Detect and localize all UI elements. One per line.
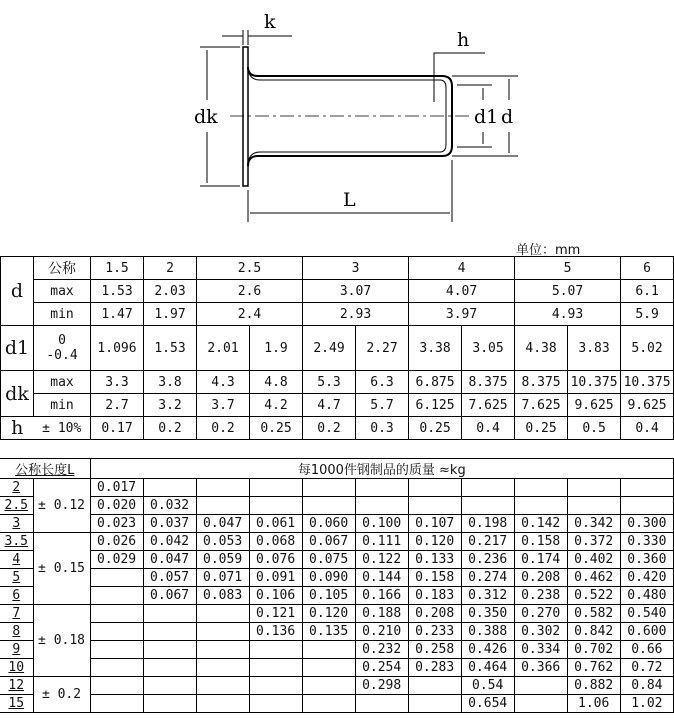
- mass-cell: 0.462: [567, 569, 620, 587]
- mass-cell: 0.238: [514, 587, 567, 605]
- mass-cell: 0.420: [620, 569, 673, 587]
- mass-cell: 0.72: [620, 659, 673, 677]
- mass-cell: 0.232: [355, 641, 408, 659]
- mass-cell: [620, 479, 673, 497]
- mass-row: [0, 605, 674, 623]
- mass-cell: 0.654: [461, 695, 514, 713]
- mass-cell: 0.053: [196, 533, 249, 551]
- mass-cell: [408, 677, 461, 695]
- d-max-cell: 4.07: [409, 280, 515, 303]
- mass-cell: [514, 677, 567, 695]
- mass-row: [0, 569, 674, 587]
- h-label: h: [1, 417, 34, 440]
- mass-cell: 0.023: [90, 515, 143, 533]
- h-cell: 0.2: [303, 417, 356, 440]
- mass-row: [0, 533, 674, 551]
- mass-cell: [196, 677, 249, 695]
- mass-cell: [302, 479, 355, 497]
- h-cell: 0.4: [621, 417, 674, 440]
- mass-cell: 0.105: [302, 587, 355, 605]
- dk-max-cell: 8.375: [462, 371, 515, 394]
- mass-cell: 0.135: [302, 623, 355, 641]
- mass-cell: [90, 587, 143, 605]
- d1-cell: 1.9: [250, 326, 303, 371]
- h-cell: 0.25: [250, 417, 303, 440]
- mass-cell: 0.032: [143, 497, 196, 515]
- length-cell: 4: [0, 551, 33, 569]
- d-min-cell: 2.93: [303, 303, 409, 326]
- mass-cell: 0.120: [408, 533, 461, 551]
- mass-cell: 0.166: [355, 587, 408, 605]
- mass-cell: [90, 569, 143, 587]
- mass-cell: [408, 695, 461, 713]
- d-max-cell: 2.03: [144, 280, 197, 303]
- mass-cell: [90, 605, 143, 623]
- dk-label: dk: [1, 371, 34, 417]
- length-cell: 2.5: [0, 497, 33, 515]
- mass-cell: [620, 497, 673, 515]
- mass-cell: [196, 605, 249, 623]
- mass-cell: [355, 497, 408, 515]
- mass-cell: [196, 641, 249, 659]
- d1-cell: 3.38: [409, 326, 462, 371]
- mass-cell: 0.122: [355, 551, 408, 569]
- mass-cell: 0.540: [620, 605, 673, 623]
- mass-row: [0, 695, 674, 713]
- mass-cell: 0.136: [249, 623, 302, 641]
- mass-row: [0, 641, 674, 659]
- mass-cell: [249, 479, 302, 497]
- mass-cell: 0.020: [90, 497, 143, 515]
- mass-cell: 0.076: [249, 551, 302, 569]
- mass-cell: [143, 677, 196, 695]
- mass-cell: [408, 497, 461, 515]
- mass-cell: 0.067: [302, 533, 355, 551]
- length-cell: 2: [0, 479, 33, 497]
- d-min-cell: 3.97: [409, 303, 515, 326]
- mass-cell: 0.158: [408, 569, 461, 587]
- mass-cell: [143, 479, 196, 497]
- dk-min-cell: 4.2: [250, 394, 303, 417]
- nominal-label: 公称: [34, 257, 91, 280]
- label-d: d: [501, 106, 514, 128]
- nominal-cell: 2: [144, 257, 197, 280]
- mass-cell: 0.174: [514, 551, 567, 569]
- mass-cell: [514, 695, 567, 713]
- mass-cell: 0.061: [249, 515, 302, 533]
- mass-cell: 0.142: [514, 515, 567, 533]
- mass-cell: 0.107: [408, 515, 461, 533]
- mass-cell: 0.106: [249, 587, 302, 605]
- mass-cell: 0.188: [355, 605, 408, 623]
- h-cell: 0.3: [356, 417, 409, 440]
- d1-cell: 5.02: [621, 326, 674, 371]
- mass-cell: 0.283: [408, 659, 461, 677]
- mass-cell: [90, 641, 143, 659]
- mass-row: [0, 515, 674, 533]
- mass-cell: [302, 497, 355, 515]
- dk-max-cell: 10.375: [621, 371, 674, 394]
- h-tolerance: ± 10%: [34, 417, 91, 440]
- mass-cell: 0.66: [620, 641, 673, 659]
- d1-cell: 4.38: [515, 326, 568, 371]
- mass-cell: 0.057: [143, 569, 196, 587]
- dk-max-cell: 5.3: [303, 371, 356, 394]
- dk-min-cell: 7.625: [515, 394, 568, 417]
- dk-min-cell: 3.2: [144, 394, 197, 417]
- mass-row: [0, 587, 674, 605]
- max-label: max: [34, 371, 91, 394]
- mass-cell: [249, 641, 302, 659]
- h-cell: 0.2: [144, 417, 197, 440]
- h-cell: 0.25: [409, 417, 462, 440]
- mass-cell: 0.047: [143, 551, 196, 569]
- mass-cell: 0.233: [408, 623, 461, 641]
- mass-row: [0, 497, 674, 515]
- mass-cell: 1.02: [620, 695, 673, 713]
- d-min-cell: 1.47: [91, 303, 144, 326]
- mass-cell: 0.342: [567, 515, 620, 533]
- d1-label: d1: [1, 326, 34, 371]
- mass-cell: 0.017: [90, 479, 143, 497]
- mass-cell: 0.302: [514, 623, 567, 641]
- mass-cell: 0.144: [355, 569, 408, 587]
- length-cell: 3: [0, 515, 33, 533]
- mass-cell: 0.254: [355, 659, 408, 677]
- mass-cell: [90, 623, 143, 641]
- mass-cell: [90, 695, 143, 713]
- d-min-cell: 1.97: [144, 303, 197, 326]
- mass-cell: [567, 479, 620, 497]
- mass-cell: [302, 695, 355, 713]
- mass-cell: 0.334: [514, 641, 567, 659]
- length-tolerance: ± 0.2: [33, 677, 90, 713]
- mass-cell: 0.047: [196, 515, 249, 533]
- mass-cell: [249, 497, 302, 515]
- mass-cell: [461, 497, 514, 515]
- d-min-cell: 5.9: [621, 303, 674, 326]
- nominal-cell: 2.5: [197, 257, 303, 280]
- mass-cell: 0.042: [143, 533, 196, 551]
- h-cell: 0.4: [462, 417, 515, 440]
- label-d1: d1: [474, 106, 499, 128]
- mass-cell: 0.090: [302, 569, 355, 587]
- mass-cell: 0.270: [514, 605, 567, 623]
- dk-max-cell: 4.8: [250, 371, 303, 394]
- nominal-cell: 5: [515, 257, 621, 280]
- label-k: k: [264, 11, 276, 33]
- d1-tolerance: [34, 326, 91, 371]
- mass-cell: [90, 677, 143, 695]
- mass-cell: [143, 695, 196, 713]
- d1-cell: 2.01: [197, 326, 250, 371]
- length-cell: 5: [0, 569, 33, 587]
- length-cell: 7: [0, 605, 33, 623]
- mass-cell: 0.111: [355, 533, 408, 551]
- dk-max-cell: 6.3: [356, 371, 409, 394]
- mass-cell: 0.121: [249, 605, 302, 623]
- mass-cell: 0.312: [461, 587, 514, 605]
- nominal-cell: 6: [621, 257, 674, 280]
- d-max-cell: 2.6: [197, 280, 303, 303]
- mass-cell: [90, 659, 143, 677]
- length-cell: 9: [0, 641, 33, 659]
- mass-cell: [514, 497, 567, 515]
- d1-cell: 2.27: [356, 326, 409, 371]
- mass-cell: [143, 605, 196, 623]
- length-header: 公称长度L: [0, 459, 90, 479]
- mass-cell: 0.258: [408, 641, 461, 659]
- mass-cell: 0.100: [355, 515, 408, 533]
- dk-min-cell: 4.7: [303, 394, 356, 417]
- length-cell: 6: [0, 587, 33, 605]
- spec-table: [0, 256, 674, 440]
- dk-min-cell: 9.625: [621, 394, 674, 417]
- length-tolerance: ± 0.18: [33, 605, 90, 677]
- mass-cell: 0.083: [196, 587, 249, 605]
- mass-cell: 0.071: [196, 569, 249, 587]
- d-label: d: [1, 257, 34, 326]
- mass-cell: 0.067: [143, 587, 196, 605]
- unit-label: 单位：mm: [516, 243, 581, 258]
- d-max-cell: 1.53: [91, 280, 144, 303]
- mass-cell: [567, 497, 620, 515]
- mass-row: [0, 677, 674, 695]
- d1-cell: 3.05: [462, 326, 515, 371]
- mass-header: 每1000件钢制品的质量 ≈kg: [90, 459, 673, 479]
- mass-cell: 0.208: [408, 605, 461, 623]
- mass-cell: [302, 641, 355, 659]
- mass-cell: [408, 479, 461, 497]
- mass-cell: [302, 677, 355, 695]
- dk-min-cell: 2.7: [91, 394, 144, 417]
- h-cell: 0.2: [197, 417, 250, 440]
- d-min-cell: 4.93: [515, 303, 621, 326]
- min-label: min: [34, 303, 91, 326]
- rivet-drawing: [180, 0, 530, 230]
- mass-cell: 0.702: [567, 641, 620, 659]
- mass-cell: [196, 659, 249, 677]
- mass-cell: 0.060: [302, 515, 355, 533]
- label-dk: dk: [194, 106, 218, 128]
- mass-cell: 0.026: [90, 533, 143, 551]
- mass-cell: 0.198: [461, 515, 514, 533]
- dk-min-cell: 3.7: [197, 394, 250, 417]
- mass-cell: [196, 623, 249, 641]
- mass-cell: 0.210: [355, 623, 408, 641]
- mass-cell: [196, 479, 249, 497]
- mass-cell: 0.762: [567, 659, 620, 677]
- mass-cell: 0.426: [461, 641, 514, 659]
- h-cell: 0.5: [568, 417, 621, 440]
- mass-cell: 0.068: [249, 533, 302, 551]
- d1-tol-lower: -0.4: [46, 348, 78, 363]
- mass-cell: 0.029: [90, 551, 143, 569]
- d1-cell: 1.53: [144, 326, 197, 371]
- nominal-cell: 4: [409, 257, 515, 280]
- mass-cell: 0.208: [514, 569, 567, 587]
- mass-cell: 0.091: [249, 569, 302, 587]
- dk-min-cell: 9.625: [568, 394, 621, 417]
- mass-cell: 0.236: [461, 551, 514, 569]
- mass-cell: 0.217: [461, 533, 514, 551]
- length-cell: 12: [0, 677, 33, 695]
- dk-max-cell: 6.875: [409, 371, 462, 394]
- length-cell: 8: [0, 623, 33, 641]
- length-cell: 10: [0, 659, 33, 677]
- mass-cell: 0.388: [461, 623, 514, 641]
- mass-cell: 0.037: [143, 515, 196, 533]
- mass-cell: 0.84: [620, 677, 673, 695]
- mass-cell: 0.158: [514, 533, 567, 551]
- mass-row: [0, 479, 674, 497]
- dk-max-cell: 3.8: [144, 371, 197, 394]
- dk-max-cell: 4.3: [197, 371, 250, 394]
- mass-cell: 0.330: [620, 533, 673, 551]
- mass-cell: [355, 479, 408, 497]
- mass-cell: 0.059: [196, 551, 249, 569]
- length-cell: 3.5: [0, 533, 33, 551]
- d-max-cell: 3.07: [303, 280, 409, 303]
- mass-row: [0, 659, 674, 677]
- d1-cell: 3.83: [568, 326, 621, 371]
- mass-cell: 0.350: [461, 605, 514, 623]
- mass-cell: 0.183: [408, 587, 461, 605]
- mass-cell: 0.372: [567, 533, 620, 551]
- mass-cell: 0.842: [567, 623, 620, 641]
- nominal-cell: 3: [303, 257, 409, 280]
- d-max-cell: 6.1: [621, 280, 674, 303]
- mass-cell: 0.366: [514, 659, 567, 677]
- length-tolerance: ± 0.15: [33, 533, 90, 605]
- mass-cell: [249, 677, 302, 695]
- mass-cell: 0.600: [620, 623, 673, 641]
- length-cell: 15: [0, 695, 33, 713]
- mass-cell: 0.300: [620, 515, 673, 533]
- mass-cell: [196, 497, 249, 515]
- mass-cell: [143, 623, 196, 641]
- mass-cell: 0.274: [461, 569, 514, 587]
- mass-table: [0, 458, 674, 713]
- mass-cell: [249, 695, 302, 713]
- mass-cell: 0.402: [567, 551, 620, 569]
- d-max-cell: 5.07: [515, 280, 621, 303]
- max-label: max: [34, 280, 91, 303]
- mass-row: [0, 623, 674, 641]
- min-label: min: [34, 394, 91, 417]
- mass-cell: 0.133: [408, 551, 461, 569]
- dk-min-cell: 5.7: [356, 394, 409, 417]
- mass-cell: [143, 641, 196, 659]
- length-tolerance: ± 0.12: [33, 479, 90, 533]
- d1-tol-upper: 0: [58, 333, 66, 348]
- dk-max-cell: 8.375: [515, 371, 568, 394]
- mass-cell: [302, 659, 355, 677]
- dk-max-cell: 10.375: [568, 371, 621, 394]
- dk-max-cell: 3.3: [91, 371, 144, 394]
- mass-cell: 0.54: [461, 677, 514, 695]
- mass-cell: [143, 659, 196, 677]
- label-h: h: [457, 29, 470, 51]
- mass-cell: 0.582: [567, 605, 620, 623]
- mass-cell: 0.882: [567, 677, 620, 695]
- mass-cell: 0.522: [567, 587, 620, 605]
- mass-cell: 0.075: [302, 551, 355, 569]
- mass-cell: [249, 659, 302, 677]
- mass-cell: [461, 479, 514, 497]
- mass-cell: [355, 695, 408, 713]
- mass-cell: 0.464: [461, 659, 514, 677]
- mass-cell: 0.120: [302, 605, 355, 623]
- label-L: L: [343, 189, 356, 211]
- d-min-cell: 2.4: [197, 303, 303, 326]
- dk-min-cell: 7.625: [462, 394, 515, 417]
- mass-cell: [514, 479, 567, 497]
- h-cell: 0.25: [515, 417, 568, 440]
- mass-cell: 0.480: [620, 587, 673, 605]
- h-cell: 0.17: [91, 417, 144, 440]
- dk-min-cell: 6.125: [409, 394, 462, 417]
- d1-cell: 1.096: [91, 326, 144, 371]
- d1-cell: 2.49: [303, 326, 356, 371]
- mass-cell: 0.298: [355, 677, 408, 695]
- mass-cell: [196, 695, 249, 713]
- mass-row: [0, 551, 674, 569]
- mass-cell: 1.06: [567, 695, 620, 713]
- mass-cell: 0.360: [620, 551, 673, 569]
- nominal-cell: 1.5: [91, 257, 144, 280]
